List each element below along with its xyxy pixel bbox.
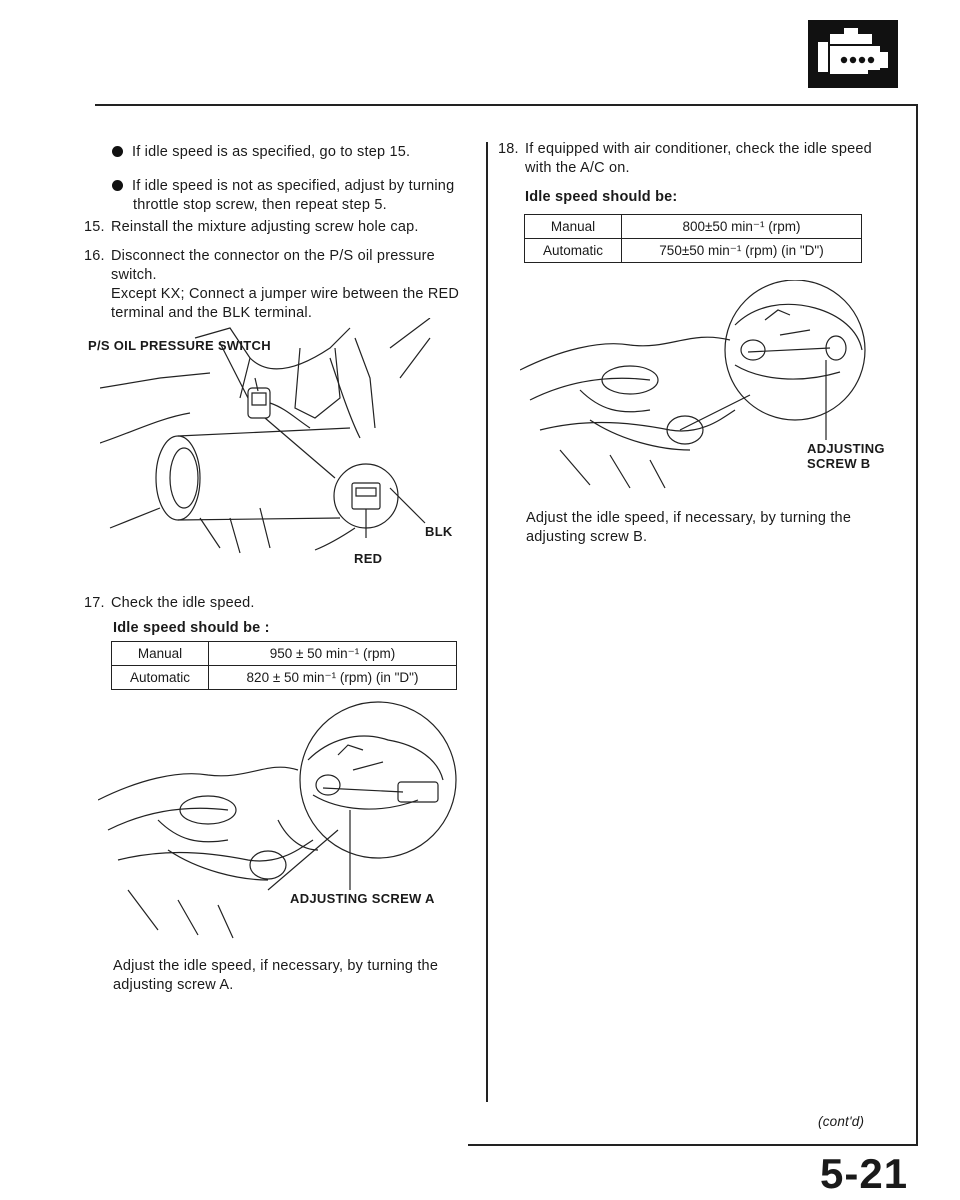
idle-speed-heading-left: Idle speed should be : bbox=[113, 620, 270, 636]
page-number: 5-21 bbox=[820, 1150, 909, 1197]
ps-oil-pressure-switch-label: P/S OIL PRESSURE SWITCH bbox=[88, 338, 271, 353]
table-cell: 800±50 min⁻¹ (rpm) bbox=[622, 215, 862, 239]
table-cell: Automatic bbox=[112, 666, 209, 690]
right-rule bbox=[916, 104, 918, 1146]
idle-speed-table-left bbox=[111, 641, 457, 690]
adjust-instruction-left: Adjust the idle speed, if necessary, by turning the adjusting screw A. bbox=[113, 958, 439, 993]
top-rule bbox=[95, 104, 918, 106]
table-cell: Manual bbox=[525, 215, 622, 239]
engine-section-icon bbox=[808, 20, 898, 88]
bullet-dot bbox=[112, 146, 123, 157]
idle-speed-heading-right: Idle speed should be: bbox=[525, 189, 678, 205]
adjusting-screw-b-label: ADJUSTING SCREW B bbox=[807, 441, 885, 471]
table-row bbox=[112, 666, 457, 690]
table-cell: Manual bbox=[112, 642, 209, 666]
blk-terminal-label: BLK bbox=[425, 524, 453, 539]
column-divider bbox=[486, 142, 488, 1102]
step-16: 16. Disconnect the connector on the P/S oil pressure switch. Except KX; Connect a jumper wire between the RED terminal and the BLK terminal. bbox=[84, 248, 460, 321]
adjust-instruction-right: Adjust the idle speed, if necessary, by turning the adjusting screw B. bbox=[526, 510, 852, 545]
step-18: 18. If equipped with air conditioner, check the idle speed with the A/C on. bbox=[498, 141, 872, 176]
continued-note: (cont'd) bbox=[818, 1114, 865, 1129]
ps-switch-illustration bbox=[100, 318, 460, 558]
table-row bbox=[525, 239, 862, 263]
idle-speed-table-right bbox=[524, 214, 862, 263]
table-cell: 820 ± 50 min⁻¹ (rpm) (in "D") bbox=[209, 666, 457, 690]
red-terminal-label: RED bbox=[354, 551, 383, 566]
bottom-rule bbox=[468, 1144, 918, 1146]
table-row bbox=[525, 215, 862, 239]
bullet-item-1: If idle speed is as specified, go to step 15. bbox=[112, 143, 410, 162]
bullet-dot bbox=[112, 180, 123, 191]
table-cell: Automatic bbox=[525, 239, 622, 263]
bullet-item-2: If idle speed is not as specified, adjust by turning throttle stop screw, then repeat step 5. bbox=[112, 177, 472, 215]
table-row bbox=[112, 642, 457, 666]
table-cell: 750±50 min⁻¹ (rpm) (in "D") bbox=[622, 239, 862, 263]
step-15: 15. Reinstall the mixture adjusting screw hole cap. bbox=[84, 219, 419, 235]
table-cell: 950 ± 50 min⁻¹ (rpm) bbox=[209, 642, 457, 666]
adjusting-screw-a-label: ADJUSTING SCREW A bbox=[290, 891, 435, 906]
step-17: 17. Check the idle speed. bbox=[84, 595, 255, 611]
